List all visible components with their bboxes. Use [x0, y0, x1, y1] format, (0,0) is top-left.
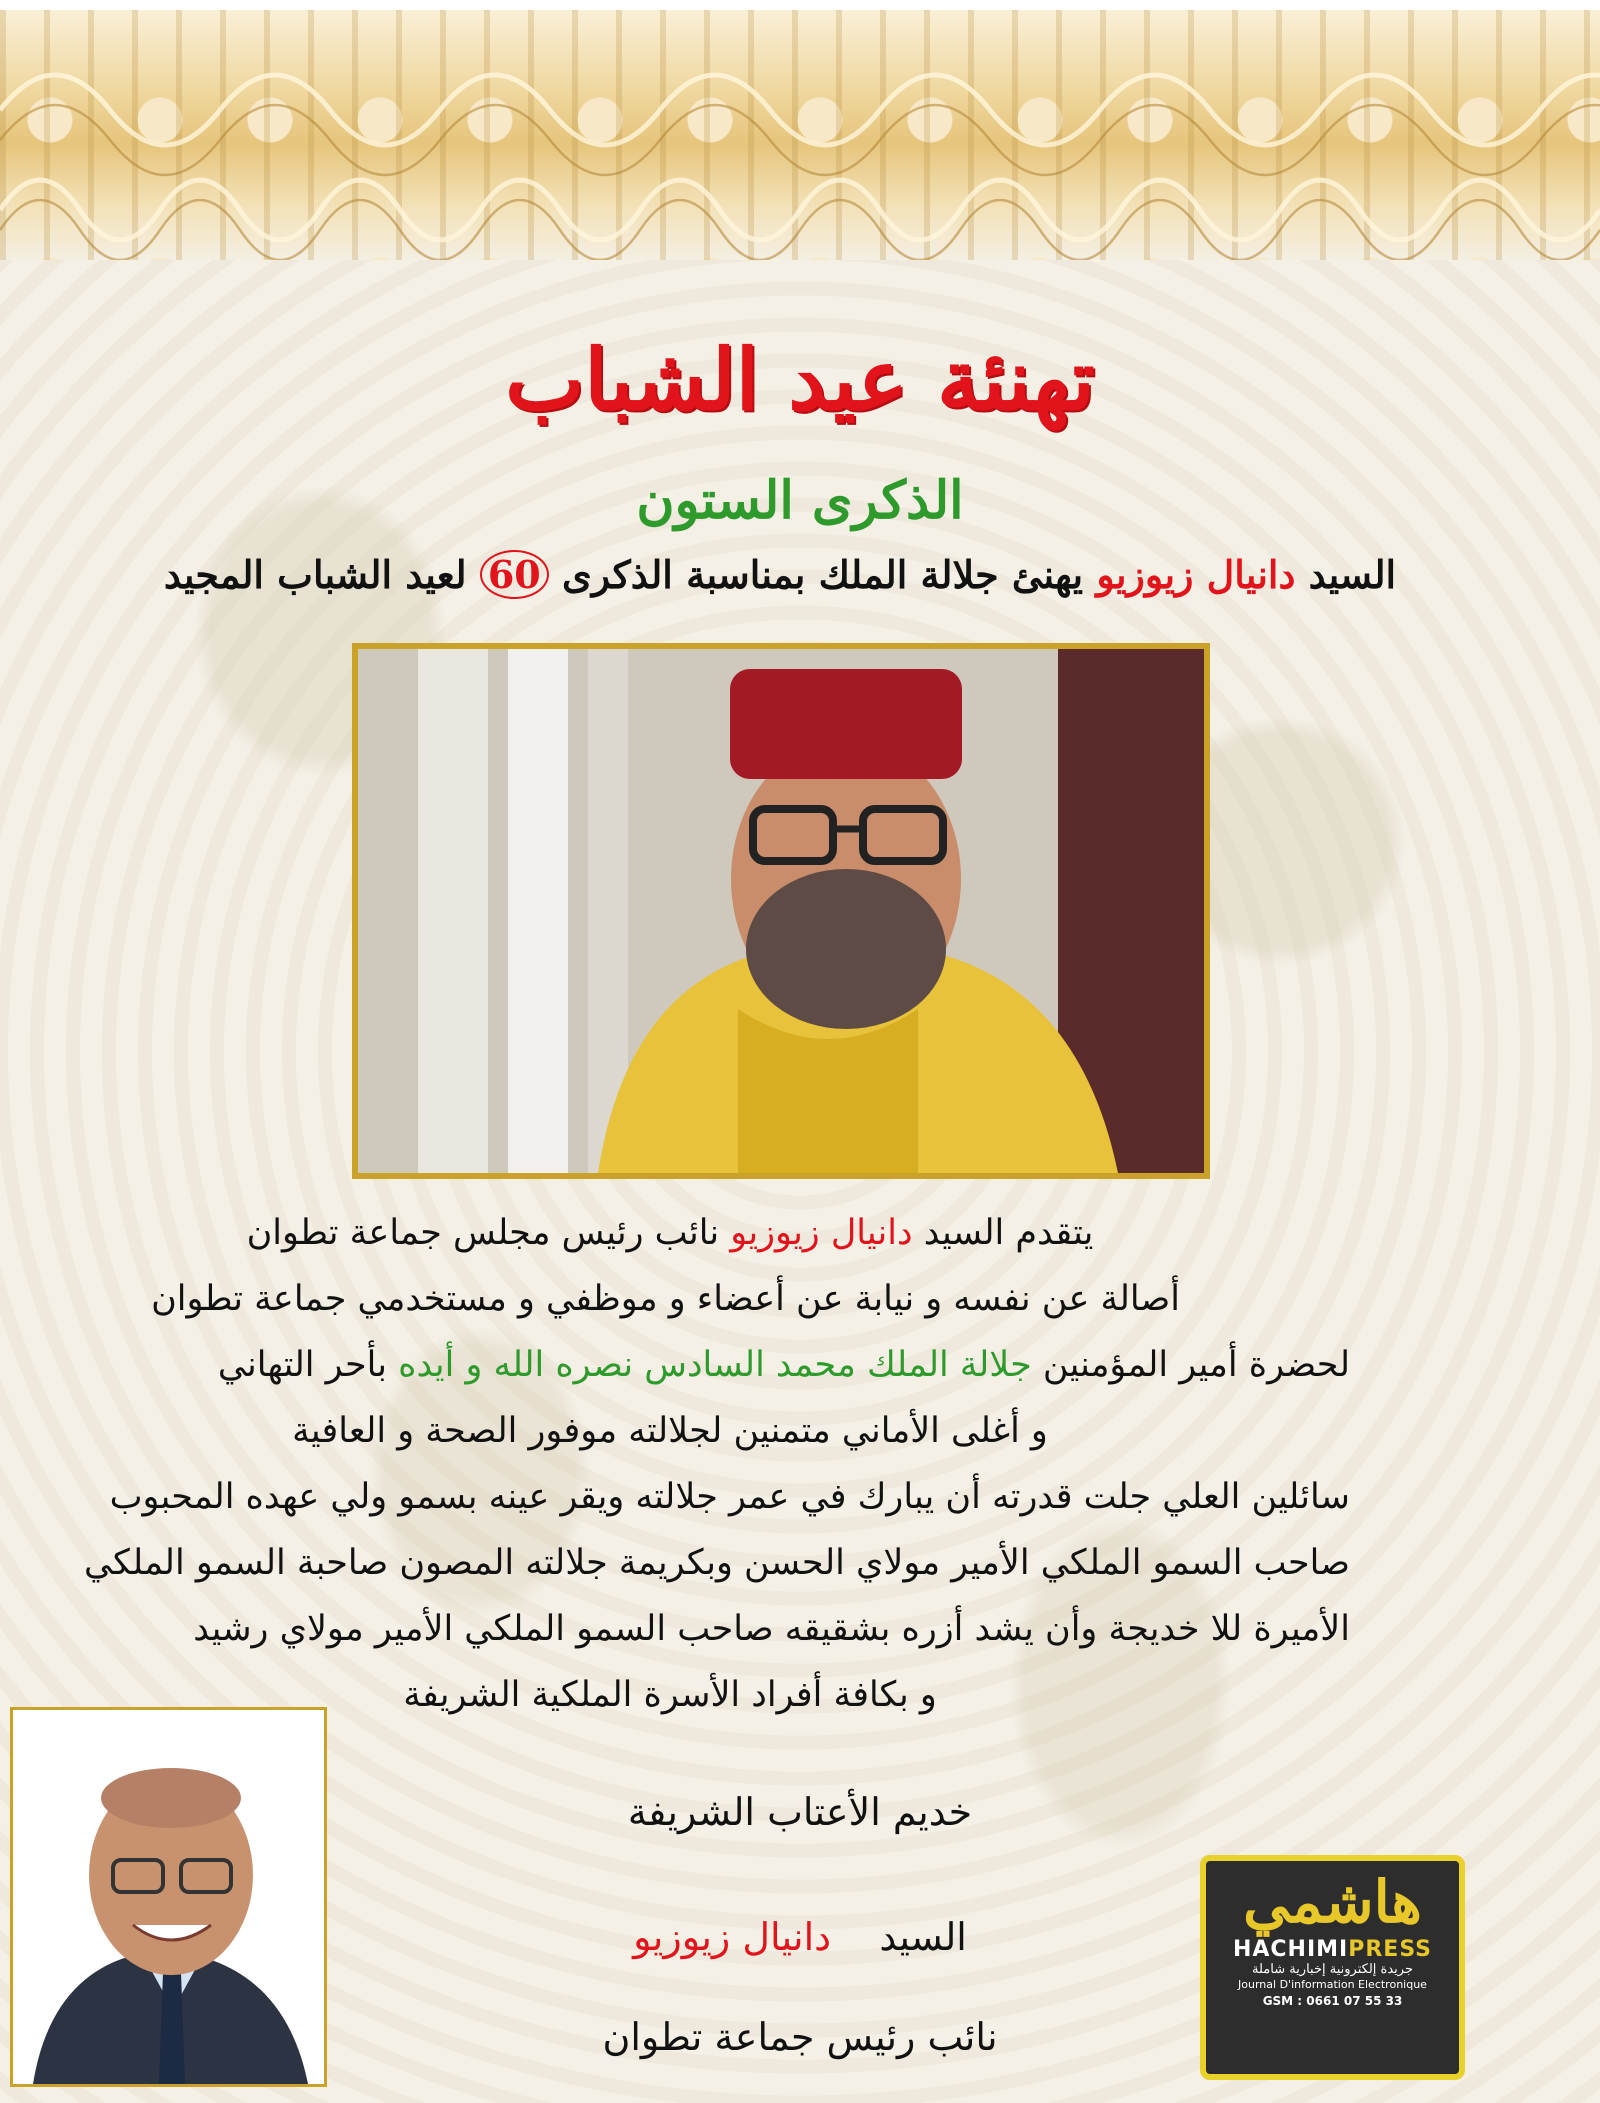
headline [150, 552, 1410, 597]
body-line-1-prefix: يتقدم السيد [923, 1213, 1094, 1253]
body-line-3-prefix: لحضرة أمير المؤمنين [1042, 1345, 1350, 1385]
hachimi-press-logo [1200, 1855, 1465, 2080]
signature-name-line [420, 1915, 1180, 1959]
logo-arabic-wordmark: هاشمي [1243, 1868, 1422, 1936]
page-subtitle: الذكرى الستون [636, 470, 964, 531]
logo-phone: GSM : 0661 07 55 33 [1262, 1994, 1403, 2008]
body-line-5: سائلين العلي جلت قدرته أن يبارك في عمر جلالته ويقر عينه بسمو ولي عهده المحبوب [109, 1477, 1350, 1517]
headline-middle: يهنئ جلالة الملك بمناسبة الذكرى [561, 552, 1084, 597]
logo-french-tagline: Journal D'information Electronique [1238, 1978, 1427, 1991]
deputy-portrait-frame [10, 1707, 327, 2087]
headline-anniversary-number: 60 [480, 550, 549, 599]
logo-arabic-tagline: جريدة إلكترونية إخبارية شاملة [1252, 1962, 1413, 1977]
headline-prefix: السيد [1308, 552, 1397, 597]
body-line-1-suffix: نائب رئيس مجلس جماعة تطوان [246, 1213, 720, 1253]
king-portrait-image [358, 649, 1204, 1173]
headline-suffix: لعيد الشباب المجيد [163, 552, 467, 597]
body-line-4: و أغلى الأماني متمنين لجلالته موفور الصحة و العافية [292, 1411, 1048, 1451]
page-title: تهنئة عيد الشباب [505, 330, 1095, 429]
signature-prefix: السيد [879, 1915, 967, 1959]
signature-role: نائب رئيس جماعة تطوان [602, 2015, 998, 2059]
headline-name: دانيال زيوزيو [1096, 552, 1296, 597]
signature-name: دانيال زيوزيو [633, 1915, 832, 1959]
ornamental-frieze [0, 0, 1600, 260]
body-line-1 [160, 1200, 1350, 1266]
king-portrait-frame [352, 643, 1210, 1179]
message-body [83, 1200, 1350, 1728]
body-line-7: الأميرة للا خديجة وأن يشد أزره بشقيقه صاحب السمو الملكي الأمير مولاي رشيد [193, 1609, 1350, 1649]
signature-servant: خديم الأعتاب الشريفة [627, 1790, 973, 1834]
logo-latin-hachimi: HACHIMI [1232, 1937, 1349, 1962]
deputy-portrait-image [13, 1710, 324, 2084]
body-line-2: أصالة عن نفسه و نيابة عن أعضاء و موظفي و مستخدمي جماعة تطوان [151, 1279, 1180, 1319]
logo-latin-wordmark [1206, 1937, 1459, 1962]
body-line-3 [160, 1332, 1350, 1398]
body-line-1-name: دانيال زيوزيو [730, 1213, 913, 1253]
body-line-8: و بكافة أفراد الأسرة الملكية الشريفة [403, 1675, 937, 1715]
body-line-6: صاحب السمو الملكي الأمير مولاي الحسن وبكريمة جلالته المصون صاحبة السمو الملكي [83, 1543, 1350, 1583]
logo-latin-press: PRESS [1348, 1937, 1433, 1962]
body-line-3-suffix: بأحر التهاني [217, 1345, 388, 1385]
frieze-ornament [0, 0, 1600, 260]
body-line-3-king: جلالة الملك محمد السادس نصره الله و أيده [398, 1345, 1032, 1385]
